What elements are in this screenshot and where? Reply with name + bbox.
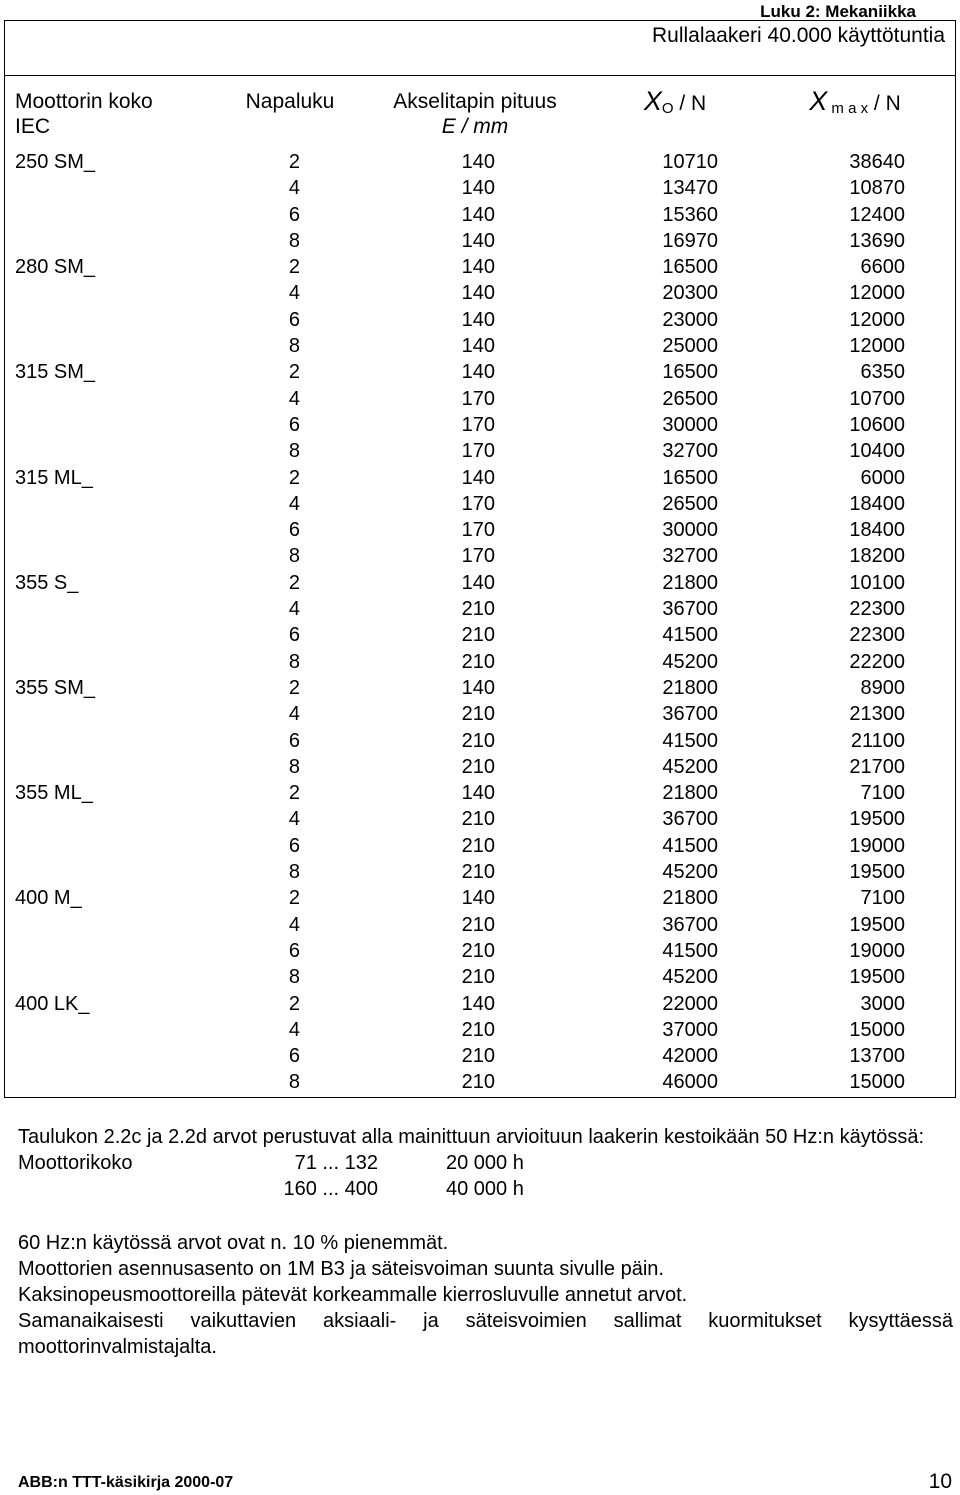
shaft-length-cell: 210	[461, 966, 495, 989]
table-row	[5, 175, 955, 201]
xmax-load-cell: 15000	[849, 1071, 905, 1094]
table-row	[5, 149, 955, 175]
pole-count-cell: 4	[288, 492, 300, 515]
pole-count-cell: 4	[288, 808, 300, 831]
xmax-load-cell: 21700	[849, 755, 905, 778]
table-row	[5, 912, 955, 938]
xmax-load-cell: 6600	[860, 256, 905, 279]
note-mounting: Moottorien asennusasento on 1M B3 ja säteisvoiman suunta sivulle päin.	[18, 1258, 664, 1280]
motor-size-cell: 355 ML_	[15, 782, 93, 805]
xmax-load-cell: 13690	[849, 229, 905, 252]
column-header-poles: Napaluku	[245, 90, 335, 113]
x0-load-cell: 45200	[662, 650, 718, 673]
motor-size-cell: 315 ML_	[15, 466, 93, 489]
shaft-length-cell: 140	[461, 992, 495, 1015]
x0-load-cell: 42000	[662, 1045, 718, 1068]
size-label: Moottorikoko	[18, 1152, 133, 1174]
table-row	[5, 543, 955, 569]
xmax-load-cell: 6000	[860, 466, 905, 489]
x0-load-cell: 20300	[662, 282, 718, 305]
size-range: 160 ... 400	[283, 1178, 378, 1200]
notes-section	[18, 1124, 953, 1360]
shaft-length-cell: 140	[461, 308, 495, 331]
pole-count-cell: 8	[288, 440, 300, 463]
x0-load-cell: 21800	[662, 676, 718, 699]
note-combined-loads-cont: moottorinvalmistajalta.	[18, 1336, 217, 1358]
x0-load-cell: 10710	[662, 151, 718, 173]
pole-count-cell: 2	[288, 782, 300, 805]
x0-load-cell: 30000	[662, 413, 718, 436]
note-two-speed: Kaksinopeusmoottoreilla pätevät korkeammalle kierrosluvulle annetut arvot.	[18, 1284, 688, 1306]
pole-count-cell: 8	[288, 1071, 300, 1094]
x0-load-cell: 26500	[662, 492, 718, 515]
x0-load-cell: 36700	[662, 913, 718, 936]
x0-load-cell: 16500	[662, 466, 718, 489]
x0-load-cell: 45200	[662, 755, 718, 778]
table-row	[5, 859, 955, 885]
table-row	[5, 386, 955, 412]
xmax-load-cell: 7100	[860, 782, 905, 805]
x0-load-cell: 26500	[662, 387, 718, 410]
size-row-1	[18, 1150, 953, 1176]
shaft-length-cell: 140	[461, 887, 495, 910]
xmax-subscript: m a x	[827, 100, 869, 117]
table-body	[5, 149, 955, 1096]
shaft-length-cell: 210	[461, 729, 495, 752]
table-row	[5, 280, 955, 306]
shaft-length-cell: 140	[461, 256, 495, 279]
motor-size-cell: 280 SM_	[15, 256, 96, 279]
shaft-length-cell: 210	[461, 861, 495, 884]
table-row	[5, 596, 955, 622]
shaft-length-cell: 140	[461, 361, 495, 384]
x0-load-cell: 45200	[662, 861, 718, 884]
pole-count-cell: 4	[288, 282, 300, 305]
xmax-load-cell: 15000	[849, 1018, 905, 1041]
pole-count-cell: 6	[288, 624, 300, 647]
x0-load-cell: 16500	[662, 361, 718, 384]
x0-symbol: X	[643, 86, 662, 116]
pole-count-cell: 6	[288, 413, 300, 436]
x0-load-cell: 16500	[662, 256, 718, 279]
shaft-length-cell: 140	[461, 335, 495, 358]
pole-count-cell: 4	[288, 913, 300, 936]
xmax-load-cell: 10400	[849, 440, 905, 463]
chapter-heading: Luku 2: Mekaniikka	[760, 2, 916, 21]
xmax-load-cell: 13700	[849, 1045, 905, 1068]
xmax-unit: / N	[868, 92, 901, 115]
x0-load-cell: 32700	[662, 440, 718, 463]
xmax-load-cell: 12400	[849, 203, 905, 226]
x0-load-cell: 36700	[662, 808, 718, 831]
x0-load-cell: 45200	[662, 966, 718, 989]
shaft-length-cell: 170	[461, 440, 495, 463]
table-row	[5, 412, 955, 438]
pole-count-cell: 2	[288, 361, 300, 384]
shaft-length-label: Akselitapin pituus	[393, 90, 557, 113]
xmax-load-cell: 19500	[849, 966, 905, 989]
x0-load-cell: 21800	[662, 887, 718, 910]
motor-size-cell: 400 M_	[15, 887, 82, 910]
x0-load-cell: 36700	[662, 598, 718, 621]
pole-count-cell: 2	[288, 466, 300, 489]
table-row	[5, 1017, 955, 1043]
shaft-length-cell: 210	[461, 624, 495, 647]
table-row	[5, 254, 955, 280]
xmax-load-cell: 22300	[849, 598, 905, 621]
pole-count-cell: 4	[288, 1018, 300, 1041]
xmax-load-cell: 18200	[849, 545, 905, 568]
table-row	[5, 649, 955, 675]
bearing-load-table	[4, 20, 956, 1098]
shaft-length-cell: 210	[461, 913, 495, 936]
xmax-load-cell: 10100	[849, 571, 905, 594]
header-divider	[5, 75, 955, 76]
column-header-shaft-length	[375, 89, 575, 139]
column-header-xmax	[765, 86, 945, 121]
pole-count-cell: 8	[288, 861, 300, 884]
footer-publication: ABB:n TTT-käsikirja 2000-07	[18, 1474, 234, 1491]
motor-size-label: Moottorin koko	[15, 90, 153, 113]
pole-count-cell: 6	[288, 203, 300, 226]
x0-load-cell: 23000	[662, 308, 718, 331]
iec-label: IEC	[15, 115, 51, 138]
table-subtitle: Rullalaakeri 40.000 käyttötuntia	[651, 24, 945, 47]
shaft-length-cell: 210	[461, 834, 495, 857]
shaft-length-cell: 210	[461, 808, 495, 831]
shaft-length-cell: 210	[461, 650, 495, 673]
table-row	[5, 754, 955, 780]
xmax-load-cell: 12000	[849, 308, 905, 331]
table-row	[5, 1043, 955, 1069]
xmax-load-cell: 8900	[860, 676, 905, 699]
pole-count-cell: 4	[288, 177, 300, 200]
table-row	[5, 465, 955, 491]
pole-count-cell: 8	[288, 966, 300, 989]
pole-count-cell: 2	[288, 992, 300, 1015]
table-row	[5, 622, 955, 648]
x0-load-cell: 21800	[662, 782, 718, 805]
motor-size-cell: 400 LK_	[15, 992, 90, 1015]
xmax-load-cell: 18400	[849, 492, 905, 515]
pole-count-cell: 6	[288, 939, 300, 962]
shaft-length-cell: 140	[461, 203, 495, 226]
pole-count-cell: 8	[288, 650, 300, 673]
x0-subscript: O	[661, 100, 674, 117]
shaft-length-cell: 170	[461, 413, 495, 436]
size-hours: 40 000 h	[446, 1178, 524, 1200]
x0-load-cell: 16970	[662, 229, 718, 252]
x0-load-cell: 41500	[662, 834, 718, 857]
x0-load-cell: 41500	[662, 939, 718, 962]
shaft-length-cell: 140	[461, 229, 495, 252]
x0-load-cell: 21800	[662, 571, 718, 594]
size-hours: 20 000 h	[446, 1152, 524, 1174]
x0-load-cell: 22000	[662, 992, 718, 1015]
table-row	[5, 438, 955, 464]
pole-count-cell: 8	[288, 229, 300, 252]
shaft-length-cell: 170	[461, 545, 495, 568]
shaft-length-cell: 210	[461, 1045, 495, 1068]
shaft-length-cell: 210	[461, 939, 495, 962]
table-row	[5, 202, 955, 228]
table-row	[5, 833, 955, 859]
x0-load-cell: 25000	[662, 335, 718, 358]
notes-intro: Taulukon 2.2c ja 2.2d arvot perustuvat alla mainittuun arvioituun laakerin kestoikään 50 Hz:n käytössä:	[18, 1126, 925, 1148]
pole-count-cell: 4	[288, 598, 300, 621]
xmax-load-cell: 21300	[849, 703, 905, 726]
x0-load-cell: 15360	[662, 203, 718, 226]
pole-count-cell: 6	[288, 1045, 300, 1068]
xmax-load-cell: 10600	[849, 413, 905, 436]
shaft-length-cell: 140	[461, 151, 495, 173]
table-row	[5, 938, 955, 964]
table-row	[5, 333, 955, 359]
pole-count-cell: 2	[288, 256, 300, 279]
xmax-load-cell: 19000	[849, 939, 905, 962]
xmax-load-cell: 38640	[849, 151, 905, 173]
shaft-length-cell: 140	[461, 282, 495, 305]
xmax-load-cell: 6350	[860, 361, 905, 384]
table-row	[5, 359, 955, 385]
shaft-length-cell: 170	[461, 387, 495, 410]
xmax-load-cell: 7100	[860, 887, 905, 910]
shaft-length-cell: 140	[461, 782, 495, 805]
pole-count-cell: 6	[288, 308, 300, 331]
xmax-load-cell: 10700	[849, 387, 905, 410]
shaft-length-cell: 210	[461, 703, 495, 726]
pole-count-cell: 2	[288, 571, 300, 594]
shaft-length-cell: 210	[461, 1071, 495, 1094]
table-row	[5, 307, 955, 333]
x0-load-cell: 41500	[662, 624, 718, 647]
x0-load-cell: 30000	[662, 519, 718, 542]
xmax-load-cell: 19000	[849, 834, 905, 857]
table-row	[5, 991, 955, 1017]
motor-size-cell: 250 SM_	[15, 151, 96, 173]
xmax-load-cell: 22300	[849, 624, 905, 647]
shaft-length-cell: 140	[461, 676, 495, 699]
xmax-load-cell: 3000	[860, 992, 905, 1015]
motor-size-cell: 355 S_	[15, 571, 79, 594]
table-row	[5, 228, 955, 254]
shaft-length-cell: 210	[461, 598, 495, 621]
xmax-load-cell: 22200	[849, 650, 905, 673]
x0-load-cell: 37000	[662, 1018, 718, 1041]
pole-count-cell: 2	[288, 676, 300, 699]
table-row	[5, 1069, 955, 1095]
motor-size-cell: 315 SM_	[15, 361, 96, 384]
pole-count-cell: 4	[288, 703, 300, 726]
table-row	[5, 964, 955, 990]
xmax-load-cell: 19500	[849, 861, 905, 884]
shaft-length-cell: 140	[461, 177, 495, 200]
pole-count-cell: 8	[288, 335, 300, 358]
pole-count-cell: 6	[288, 834, 300, 857]
pole-count-cell: 4	[288, 387, 300, 410]
table-row	[5, 806, 955, 832]
table-row	[5, 570, 955, 596]
note-60hz: 60 Hz:n käytössä arvot ovat n. 10 % pienemmät.	[18, 1232, 449, 1254]
xmax-load-cell: 12000	[849, 282, 905, 305]
page-number: 10	[928, 1470, 952, 1493]
shaft-length-cell: 170	[461, 492, 495, 515]
table-row	[5, 728, 955, 754]
x0-load-cell: 46000	[662, 1071, 718, 1094]
x0-load-cell: 13470	[662, 177, 718, 200]
shaft-length-cell: 140	[461, 571, 495, 594]
shaft-length-unit: E / mm	[441, 115, 509, 138]
pole-count-cell: 6	[288, 519, 300, 542]
table-row	[5, 780, 955, 806]
x0-load-cell: 36700	[662, 703, 718, 726]
xmax-load-cell: 21100	[850, 729, 905, 752]
x0-unit: / N	[673, 92, 707, 115]
table-row	[5, 675, 955, 701]
xmax-load-cell: 18400	[849, 519, 905, 542]
shaft-length-cell: 210	[461, 1018, 495, 1041]
size-row-2	[18, 1176, 953, 1202]
shaft-length-cell: 210	[461, 755, 495, 778]
x0-load-cell: 41500	[662, 729, 718, 752]
pole-count-cell: 8	[288, 755, 300, 778]
xmax-load-cell: 10870	[849, 177, 905, 200]
size-range: 71 ... 132	[294, 1152, 378, 1174]
table-row	[5, 491, 955, 517]
xmax-load-cell: 19500	[849, 913, 905, 936]
pole-count-cell: 8	[288, 545, 300, 568]
xmax-load-cell: 12000	[849, 335, 905, 358]
xmax-symbol: X	[809, 86, 828, 116]
pole-count-cell: 2	[288, 151, 300, 173]
motor-size-cell: 355 SM_	[15, 676, 96, 699]
column-header-motor-size	[15, 89, 153, 139]
table-row	[5, 885, 955, 911]
shaft-length-cell: 170	[461, 519, 495, 542]
x0-load-cell: 32700	[662, 545, 718, 568]
pole-count-cell: 6	[288, 729, 300, 752]
pole-count-cell: 2	[288, 887, 300, 910]
xmax-load-cell: 19500	[849, 808, 905, 831]
note-combined-loads: Samanaikaisesti vaikuttavien aksiaali- ja säteisvoimien sallimat kuormitukset kysyttäessä	[18, 1310, 953, 1332]
shaft-length-cell: 140	[461, 466, 495, 489]
table-row	[5, 701, 955, 727]
table-row	[5, 517, 955, 543]
column-header-x0	[605, 86, 745, 121]
